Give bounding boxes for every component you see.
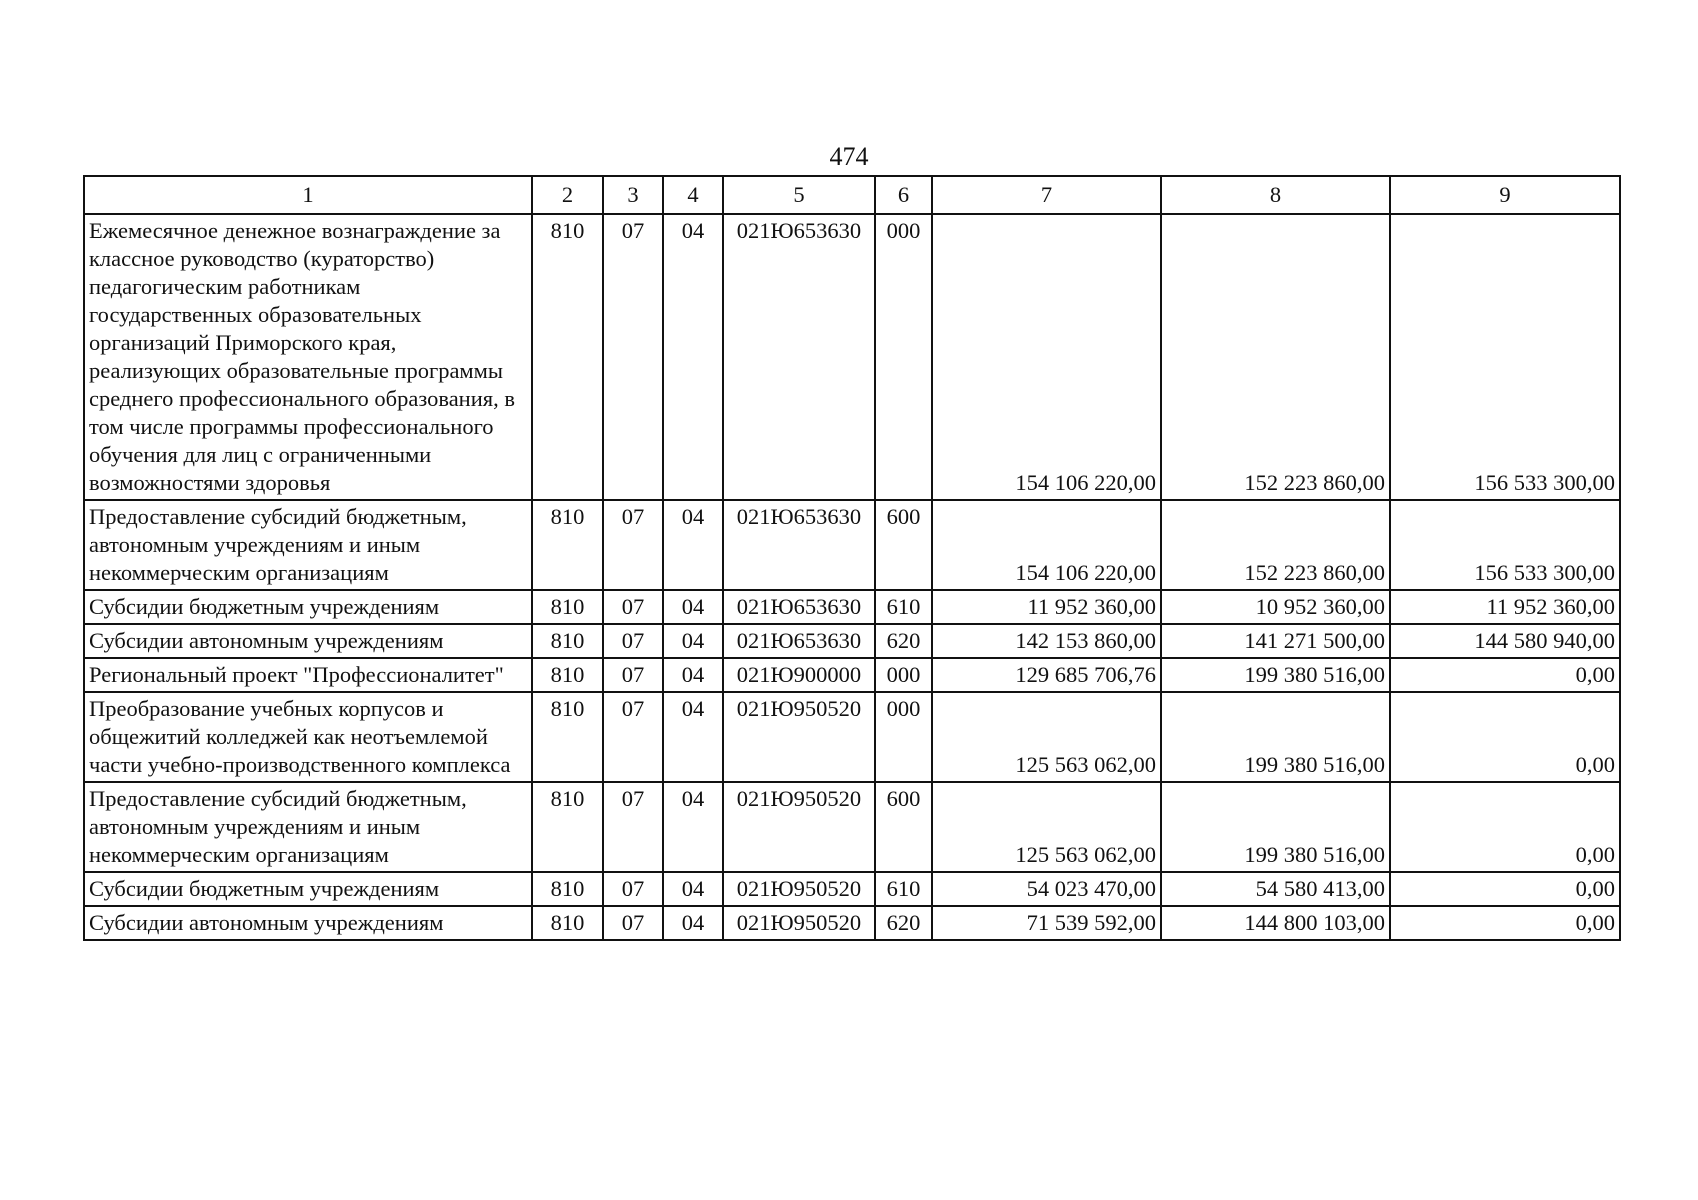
- code-cell: 021Ю653630: [723, 214, 875, 500]
- amount-cell: 144 580 940,00: [1390, 624, 1620, 658]
- amount-cell: 125 563 062,00: [932, 782, 1161, 872]
- amount-cell: 11 952 360,00: [1390, 590, 1620, 624]
- code-cell: 021Ю653630: [723, 624, 875, 658]
- table-row: [84, 782, 1620, 872]
- row-name: Региональный проект "Профессионалитет": [84, 658, 532, 692]
- table-row: [84, 590, 1620, 624]
- row-name: Субсидии автономным учреждениям: [84, 906, 532, 940]
- code-cell: 04: [663, 214, 723, 500]
- code-cell: 07: [603, 500, 663, 590]
- code-cell: 07: [603, 872, 663, 906]
- code-cell: 021Ю653630: [723, 590, 875, 624]
- code-cell: 07: [603, 624, 663, 658]
- header-row: [84, 176, 1620, 214]
- amount-cell: 141 271 500,00: [1161, 624, 1390, 658]
- amount-cell: 154 106 220,00: [932, 500, 1161, 590]
- table-row: [84, 658, 1620, 692]
- amount-cell: 71 539 592,00: [932, 906, 1161, 940]
- budget-table: [83, 175, 1621, 941]
- amount-cell: 11 952 360,00: [932, 590, 1161, 624]
- amount-cell: 199 380 516,00: [1161, 658, 1390, 692]
- amount-cell: 129 685 706,76: [932, 658, 1161, 692]
- amount-cell: 54 580 413,00: [1161, 872, 1390, 906]
- row-name: Преобразование учебных корпусов и общежитий колледжей как неотъемлемой части учебно-производственного комплекса: [84, 692, 532, 782]
- row-name: Субсидии бюджетным учреждениям: [84, 590, 532, 624]
- amount-cell: 156 533 300,00: [1390, 214, 1620, 500]
- amount-cell: 125 563 062,00: [932, 692, 1161, 782]
- code-cell: 810: [532, 872, 603, 906]
- page-number: 474: [829, 142, 869, 171]
- code-cell: 04: [663, 906, 723, 940]
- code-cell: 04: [663, 692, 723, 782]
- code-cell: 610: [875, 872, 932, 906]
- code-cell: 600: [875, 782, 932, 872]
- row-name: Ежемесячное денежное вознаграждение за классное руководство (кураторство) педагогическим работникам государственных образовательных организаций Приморского края, реализующих образовательные программы среднего профессионального образования, в том числе программы профессионального обучения для лиц с ограниченными возможностями здоровья: [84, 214, 532, 500]
- code-cell: 04: [663, 590, 723, 624]
- code-cell: 810: [532, 692, 603, 782]
- column-header: 4: [663, 176, 723, 214]
- amount-cell: 0,00: [1390, 658, 1620, 692]
- row-name: Субсидии бюджетным учреждениям: [84, 872, 532, 906]
- column-header: 7: [932, 176, 1161, 214]
- code-cell: 021Ю950520: [723, 782, 875, 872]
- code-cell: 000: [875, 658, 932, 692]
- column-header: 3: [603, 176, 663, 214]
- code-cell: 810: [532, 658, 603, 692]
- column-header: 6: [875, 176, 932, 214]
- column-header: 9: [1390, 176, 1620, 214]
- amount-cell: 54 023 470,00: [932, 872, 1161, 906]
- code-cell: 810: [532, 906, 603, 940]
- table-row: [84, 906, 1620, 940]
- amount-cell: 154 106 220,00: [932, 214, 1161, 500]
- code-cell: 021Ю950520: [723, 872, 875, 906]
- code-cell: 04: [663, 872, 723, 906]
- code-cell: 07: [603, 692, 663, 782]
- code-cell: 07: [603, 590, 663, 624]
- amount-cell: 199 380 516,00: [1161, 782, 1390, 872]
- code-cell: 021Ю653630: [723, 500, 875, 590]
- code-cell: 07: [603, 214, 663, 500]
- column-header: 2: [532, 176, 603, 214]
- code-cell: 810: [532, 782, 603, 872]
- code-cell: 610: [875, 590, 932, 624]
- code-cell: 810: [532, 500, 603, 590]
- code-cell: 620: [875, 624, 932, 658]
- column-header: 5: [723, 176, 875, 214]
- code-cell: 810: [532, 624, 603, 658]
- table-row: [84, 214, 1620, 500]
- amount-cell: 152 223 860,00: [1161, 214, 1390, 500]
- amount-cell: 156 533 300,00: [1390, 500, 1620, 590]
- row-name: Субсидии автономным учреждениям: [84, 624, 532, 658]
- code-cell: 600: [875, 500, 932, 590]
- amount-cell: 142 153 860,00: [932, 624, 1161, 658]
- amount-cell: 152 223 860,00: [1161, 500, 1390, 590]
- code-cell: 07: [603, 658, 663, 692]
- code-cell: 021Ю950520: [723, 692, 875, 782]
- row-name: Предоставление субсидий бюджетным, автономным учреждениям и иным некоммерческим организациям: [84, 782, 532, 872]
- amount-cell: 0,00: [1390, 906, 1620, 940]
- code-cell: 04: [663, 624, 723, 658]
- amount-cell: 0,00: [1390, 692, 1620, 782]
- column-header: 8: [1161, 176, 1390, 214]
- code-cell: 021Ю900000: [723, 658, 875, 692]
- column-header: 1: [84, 176, 532, 214]
- code-cell: 04: [663, 782, 723, 872]
- table-row: [84, 692, 1620, 782]
- row-name: Предоставление субсидий бюджетным, автономным учреждениям и иным некоммерческим организациям: [84, 500, 532, 590]
- code-cell: 07: [603, 906, 663, 940]
- table-row: [84, 500, 1620, 590]
- amount-cell: 144 800 103,00: [1161, 906, 1390, 940]
- amount-cell: 0,00: [1390, 782, 1620, 872]
- table-row: [84, 624, 1620, 658]
- amount-cell: 10 952 360,00: [1161, 590, 1390, 624]
- table-row: [84, 872, 1620, 906]
- code-cell: 810: [532, 590, 603, 624]
- code-cell: 000: [875, 692, 932, 782]
- amount-cell: 199 380 516,00: [1161, 692, 1390, 782]
- code-cell: 810: [532, 214, 603, 500]
- code-cell: 07: [603, 782, 663, 872]
- code-cell: 04: [663, 658, 723, 692]
- code-cell: 04: [663, 500, 723, 590]
- amount-cell: 0,00: [1390, 872, 1620, 906]
- code-cell: 021Ю950520: [723, 906, 875, 940]
- code-cell: 000: [875, 214, 932, 500]
- code-cell: 620: [875, 906, 932, 940]
